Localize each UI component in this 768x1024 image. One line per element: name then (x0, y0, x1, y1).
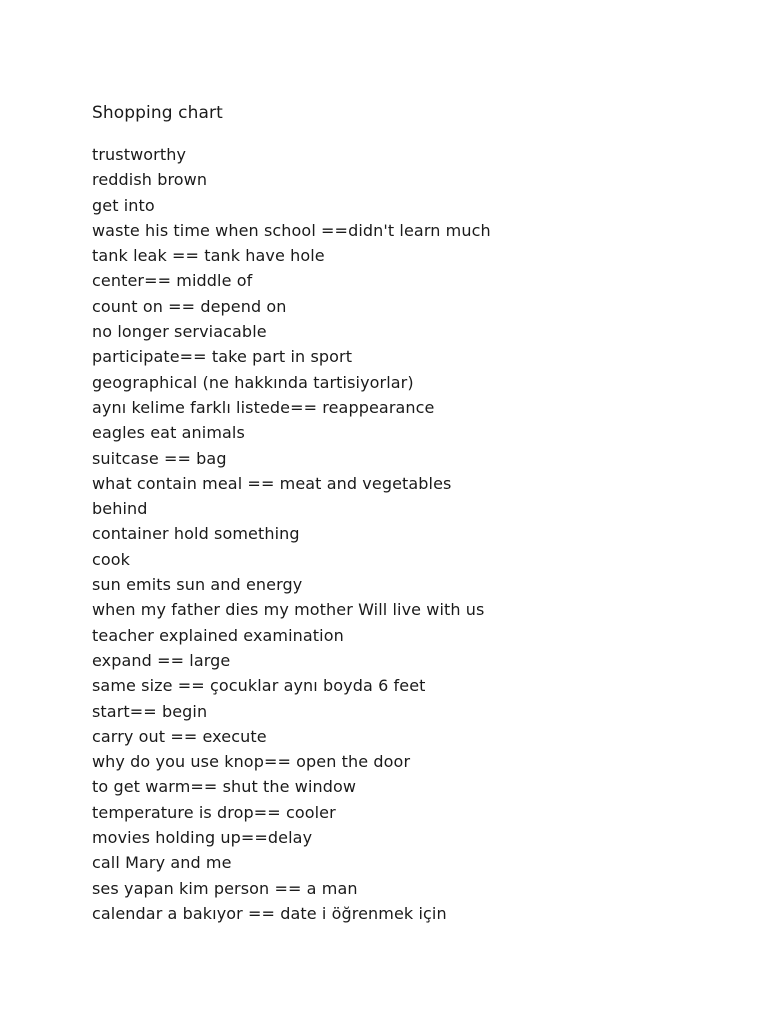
note-line: count on == depend on (92, 296, 287, 316)
note-line: temperature is drop== cooler (92, 802, 336, 822)
note-line: behind (92, 499, 148, 519)
note-line: eagles eat animals (92, 423, 245, 443)
note-line: start== begin (92, 701, 208, 721)
note-line: get into (92, 195, 155, 215)
note-line: what contain meal == meat and vegetables (92, 473, 452, 493)
note-line: aynı kelime farklı listede== reappearance (92, 397, 435, 417)
note-line: reddish brown (92, 170, 208, 190)
note-line: suitcase == bag (92, 448, 227, 468)
note-line: tank leak == tank have hole (92, 246, 325, 266)
note-line: cook (92, 549, 131, 569)
note-line: participate== take part in sport (92, 347, 353, 367)
note-line: why do you use knop== open the door (92, 752, 411, 772)
note-line: to get warm== shut the window (92, 777, 357, 797)
note-line: trustworthy (92, 145, 187, 164)
note-line: center== middle of (92, 271, 253, 291)
note-line: same size == çocuklar aynı boyda 6 feet (92, 676, 426, 696)
note-line: container hold something (92, 524, 300, 544)
note-lines (92, 142, 491, 926)
note-line: carry out == execute (92, 726, 267, 746)
note-line: ses yapan kim person == a man (92, 878, 358, 898)
note-line: movies holding up==delay (92, 828, 313, 848)
note-line: no longer serviacable (92, 322, 267, 342)
note-line: teacher explained examination (92, 625, 344, 645)
document-title: Shopping chart (92, 103, 223, 123)
note-line: when my father dies my mother Will live with us (92, 600, 485, 620)
note-line: waste his time when school ==didn't learn much (92, 220, 491, 240)
note-line: sun emits sun and energy (92, 575, 303, 595)
note-line: calendar a bakıyor == date i öğrenmek için (92, 903, 447, 923)
note-line: expand == large (92, 650, 231, 670)
note-line: geographical (ne hakkında tartisiyorlar) (92, 372, 414, 392)
note-line: call Mary and me (92, 853, 232, 873)
